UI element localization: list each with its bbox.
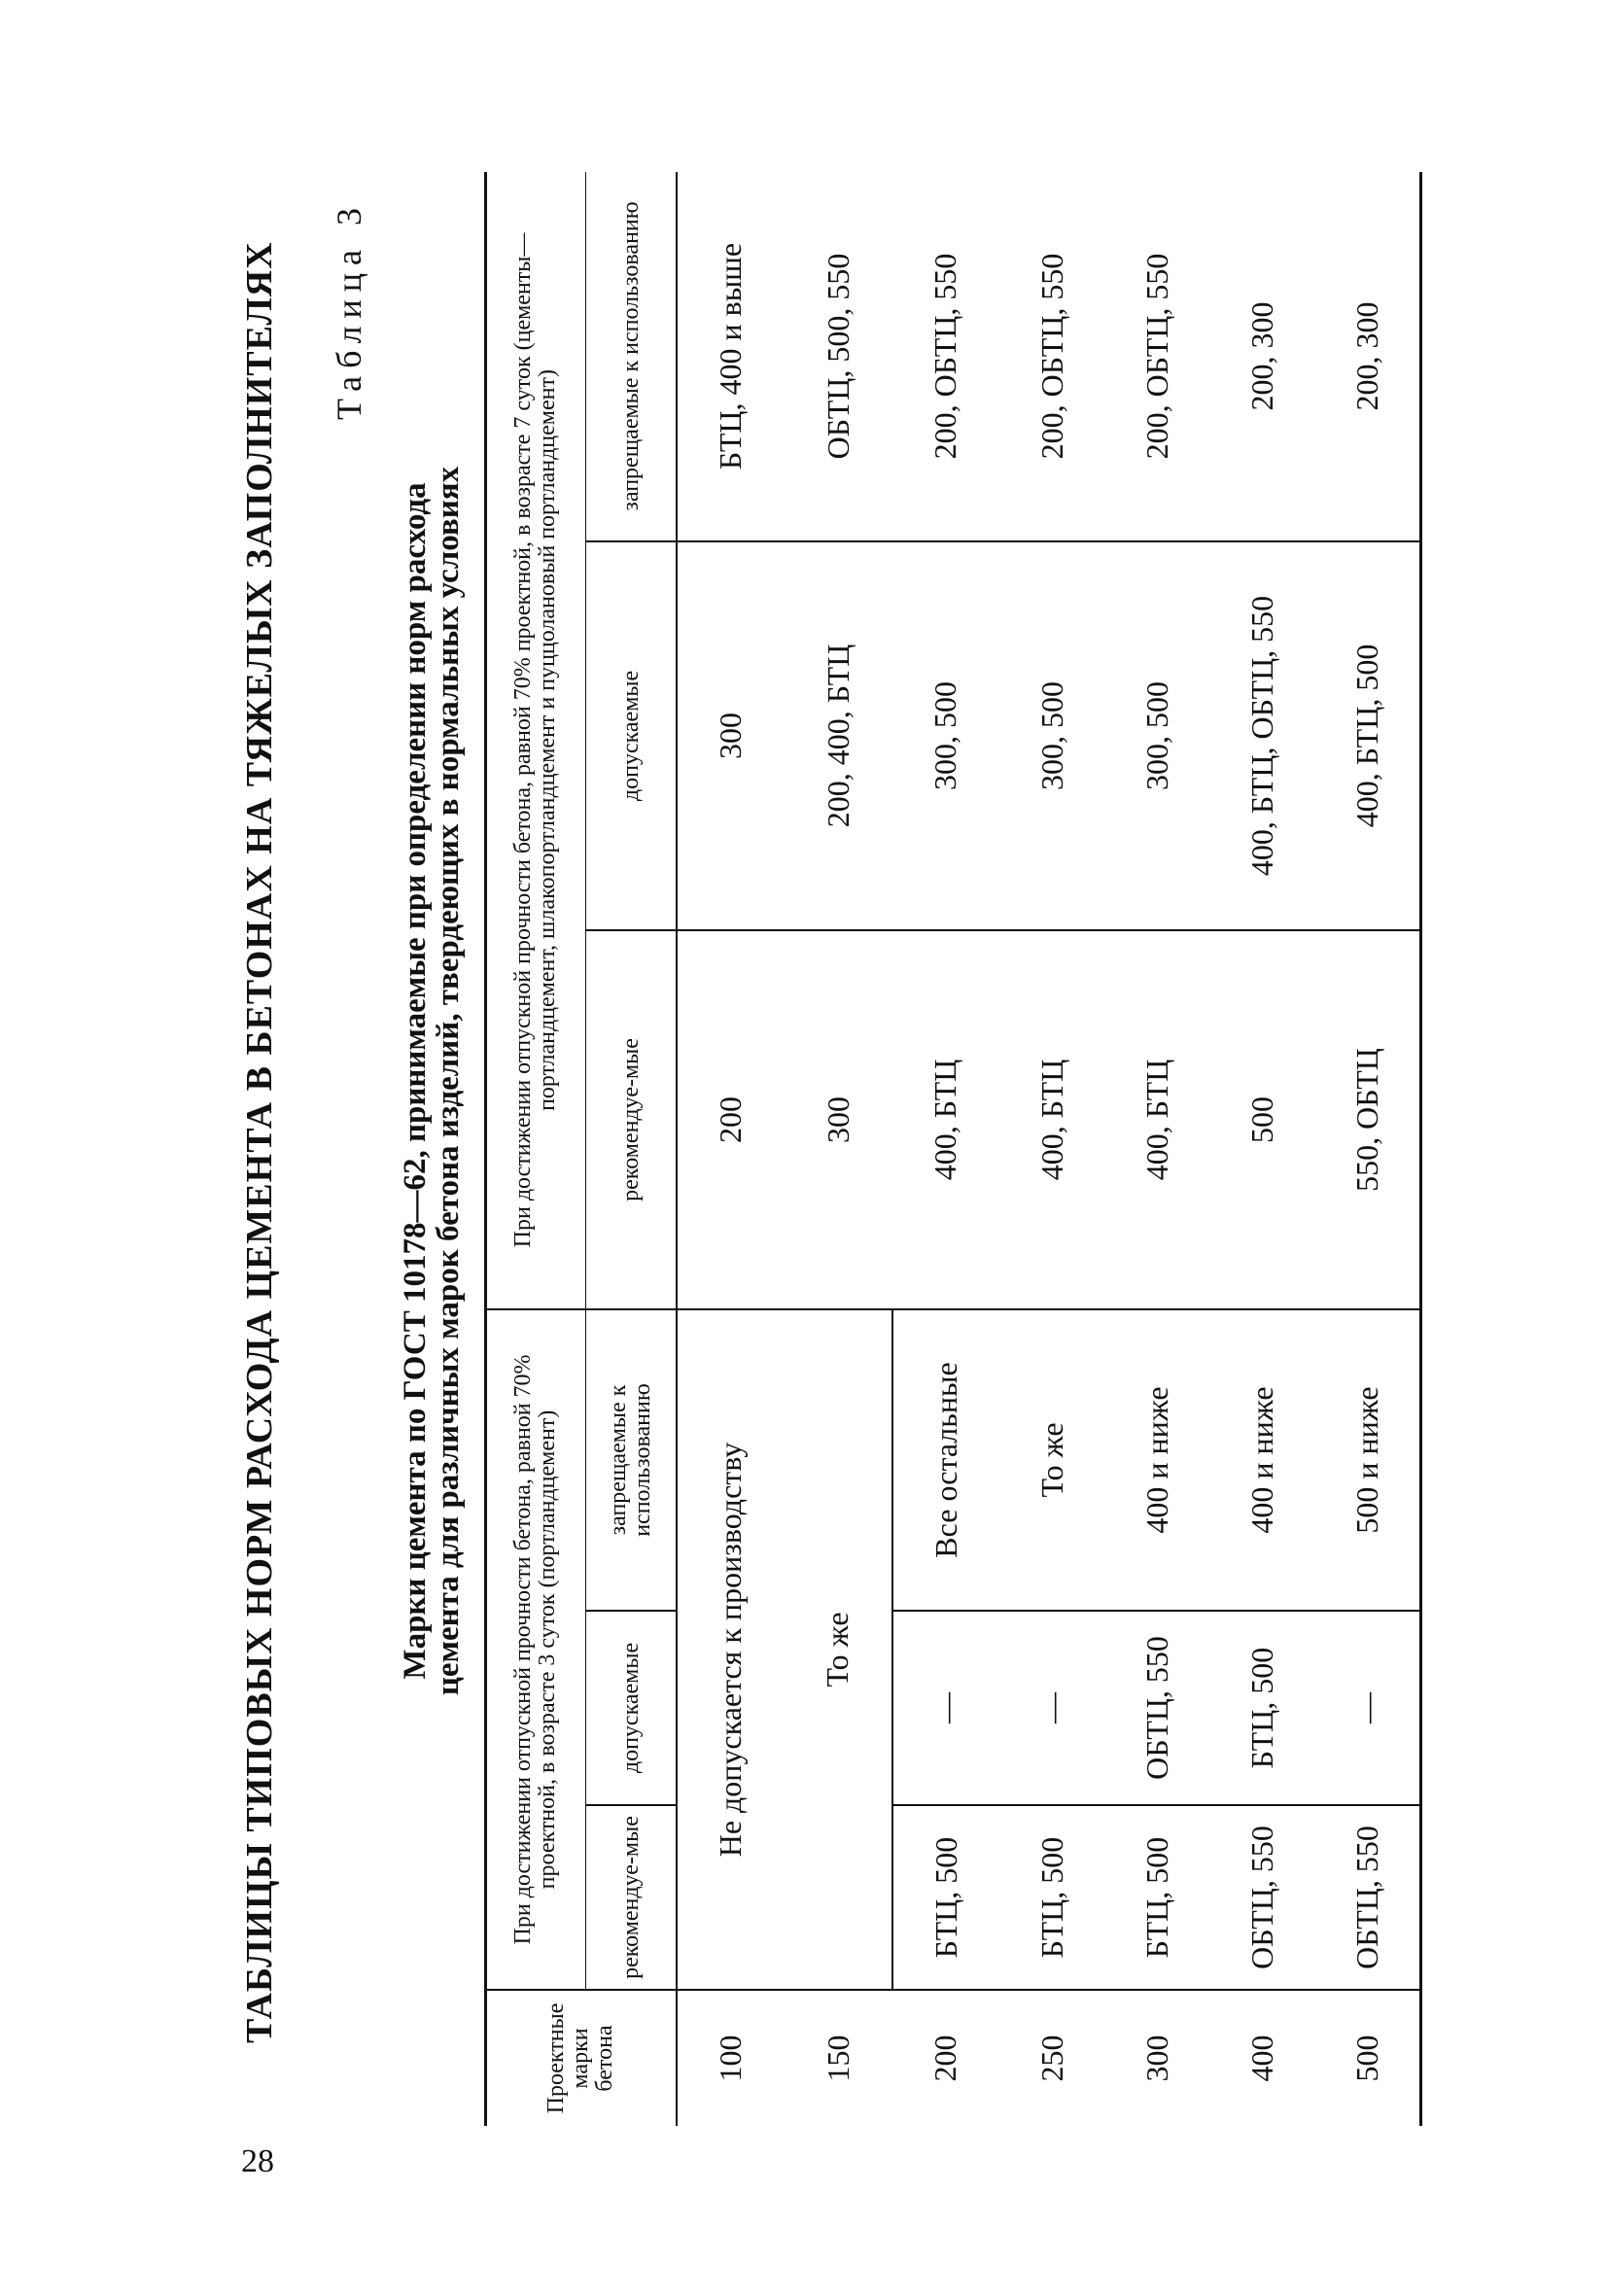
cell-grade: 150 xyxy=(820,2035,856,2082)
cement-grade-table xyxy=(486,172,1419,2126)
cell-recommended-7d: 200 xyxy=(677,930,785,1309)
header-recommended-7d: рекомендуе-мые xyxy=(586,930,678,1309)
caption-line-1: Марки цемента по ГОСТ 10178—62, принимаемые при определении норм расхода xyxy=(398,482,433,1680)
cell-allowed-7d: 300, 500 xyxy=(999,541,1104,930)
cell-recommended-7d: 400, БТЦ xyxy=(999,930,1104,1309)
header-prohibited-3d: запрещаемые к использованию xyxy=(586,1309,678,1611)
cell-merged-3d: Не допускается к производству xyxy=(677,1309,785,1990)
cell-recommended-7d: 400, БТЦ xyxy=(1104,930,1209,1309)
cell-allowed-7d: 400, БТЦ, 500 xyxy=(1314,541,1419,930)
cell-grade: 100 xyxy=(713,2035,749,2082)
cell-recommended-7d: 500 xyxy=(1209,930,1314,1309)
table-body xyxy=(677,172,1419,2126)
table-bottom-rule xyxy=(1419,172,1422,2126)
cell-allowed-7d: 400, БТЦ, ОБТЦ, 550 xyxy=(1209,541,1314,930)
cell-recommended-3d: БТЦ, 500 xyxy=(1104,1805,1209,1990)
cell-prohibited-3d: 400 и ниже xyxy=(1104,1309,1209,1611)
cell-recommended-3d: БТЦ, 500 xyxy=(892,1805,1000,1990)
header-group-3-days: При достижении отпускной прочности бетона, равной 70% проектной, в возрасте 3 суток (портландцемент) xyxy=(486,1309,586,1990)
cell-grade: 400 xyxy=(1243,2035,1279,2082)
header-allowed-7d: допускаемые xyxy=(586,541,678,930)
cell-allowed-3d: ОБТЦ, 550 xyxy=(1104,1611,1209,1805)
cell-allowed-7d: 300, 500 xyxy=(892,541,1000,930)
cell-recommended-3d: БТЦ, 500 xyxy=(999,1805,1104,1990)
cell-allowed-7d: 300, 500 xyxy=(1104,541,1209,930)
cell-prohibited-7d: 200, ОБТЦ, 550 xyxy=(892,172,1000,541)
page-number: 28 xyxy=(241,2143,274,2179)
header-group-7-days: При достижении отпускной прочности бетона, равной 70% проектной, в возрасте 7 суток (цементы—портландцемент, шлакопортландцемент и пуццолановый портландцемент) xyxy=(486,172,586,1309)
cell-prohibited-7d: 200, 300 xyxy=(1209,172,1314,541)
cell-recommended-7d: 400, БТЦ xyxy=(892,930,1000,1309)
header-allowed-3d: допускаемые xyxy=(586,1611,678,1805)
cell-grade: 250 xyxy=(1033,2035,1069,2082)
table-row xyxy=(1209,172,1314,2126)
cell-allowed-3d: — xyxy=(1314,1611,1419,1805)
cell-recommended-7d: 550, ОБТЦ xyxy=(1314,930,1419,1309)
table-row xyxy=(999,172,1104,2126)
header-prohibited-7d: запрещаемые к использованию xyxy=(586,172,678,541)
table-caption xyxy=(399,352,465,1810)
table-row xyxy=(892,172,1000,2126)
table-row xyxy=(785,172,892,2126)
cell-merged-3d: То же xyxy=(785,1309,892,1990)
cell-recommended-3d: ОБТЦ, 550 xyxy=(1209,1805,1314,1990)
header-recommended-3d: рекомендуе-мые xyxy=(586,1805,678,1990)
cell-allowed-7d: 200, 400, БТЦ xyxy=(785,541,892,930)
cell-recommended-7d: 300 xyxy=(785,930,892,1309)
cell-prohibited-7d: 200, ОБТЦ, 550 xyxy=(1104,172,1209,541)
cell-prohibited-7d: 200, 300 xyxy=(1314,172,1419,541)
table-row xyxy=(677,172,785,2126)
cell-prohibited-7d: ОБТЦ, 500, 550 xyxy=(785,172,892,541)
cell-prohibited-3d: То же xyxy=(999,1309,1104,1611)
caption-line-2: цемента для различных марок бетона изделий, твердеющих в нормальных условиях xyxy=(431,466,466,1696)
cell-allowed-3d: — xyxy=(999,1611,1104,1805)
cell-allowed-3d: БТЦ, 500 xyxy=(1209,1611,1314,1805)
cell-grade: 300 xyxy=(1138,2035,1174,2082)
cell-grade: 200 xyxy=(927,2035,963,2082)
cell-grade: 500 xyxy=(1348,2035,1384,2082)
cell-prohibited-7d: 200, ОБТЦ, 550 xyxy=(999,172,1104,541)
table-row xyxy=(1104,172,1209,2126)
cell-prohibited-3d: 500 и ниже xyxy=(1314,1309,1419,1611)
cell-prohibited-7d: БТЦ, 400 и выше xyxy=(677,172,785,541)
page-heading: ТАБЛИЦЫ ТИПОВЫХ НОРМ РАСХОДА ЦЕМЕНТА В БЕТОНАХ НА ТЯЖЕЛЫХ ЗАПОЛНИТЕЛЯХ xyxy=(239,241,280,2043)
cell-prohibited-3d: 400 и ниже xyxy=(1209,1309,1314,1611)
table-header xyxy=(486,172,677,2126)
cell-allowed-7d: 300 xyxy=(677,541,785,930)
table-row xyxy=(1314,172,1419,2126)
cell-prohibited-3d: Все остальные xyxy=(892,1309,1000,1611)
header-grade: Проектные марки бетона xyxy=(486,1990,677,2126)
table-label: Таблица 3 xyxy=(330,200,368,420)
cell-recommended-3d: ОБТЦ, 550 xyxy=(1314,1805,1419,1990)
cell-allowed-3d: — xyxy=(892,1611,1000,1805)
